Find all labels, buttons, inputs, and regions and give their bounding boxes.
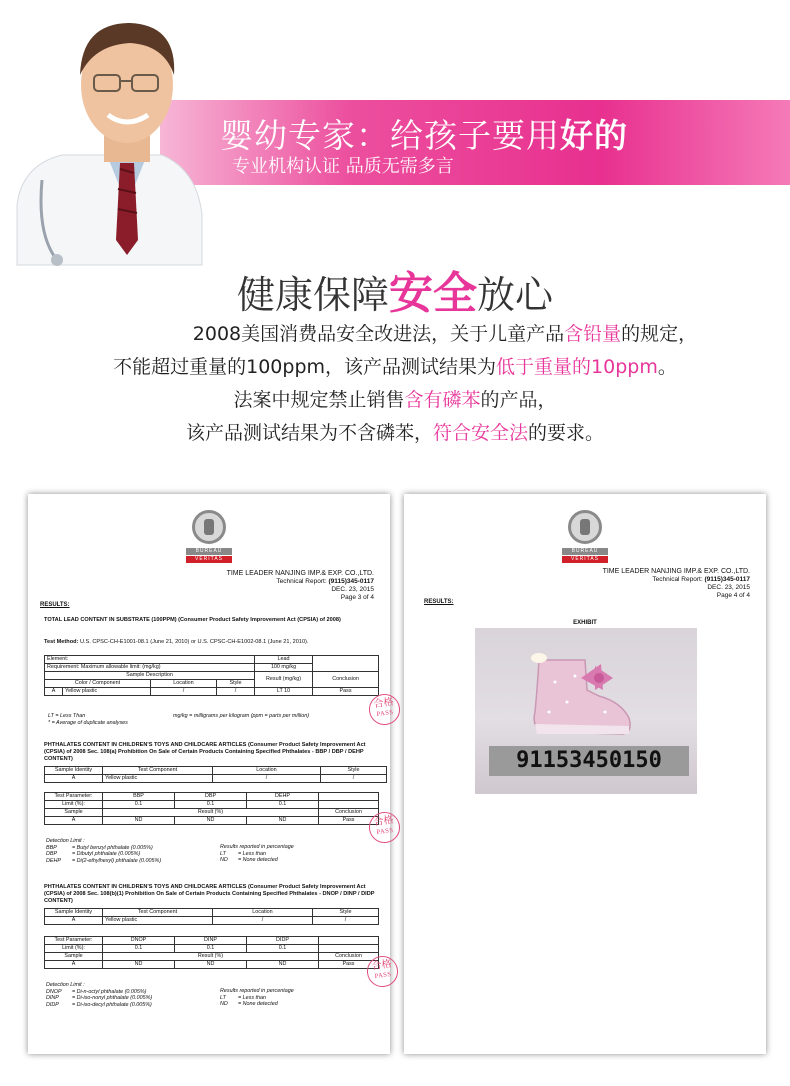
intro-text — [0, 318, 790, 450]
table-row: A Yellow plastic / / LT 10 Pass — [45, 688, 379, 696]
page-number: Page 3 of 4 — [340, 594, 374, 601]
section-title: 健康保障安全放心 — [236, 268, 554, 319]
rain-boot-image — [525, 652, 635, 738]
intro-line-3: 法案中规定禁止销售含有磷苯的产品， — [233, 389, 557, 411]
phthalates-bbp-result-table: Test Parameter: BBP DBP DEHP Limit (%): 0.1 0.1 0.1 Sample Result (%) Conclusion A ND ND ND Pass — [44, 792, 379, 825]
page-number: Page 4 of 4 — [716, 592, 750, 599]
lead-unit-note: mg/kg = milligrams per kilogram (ppm = parts per million) — [173, 713, 310, 719]
report-page-3 — [28, 494, 395, 1054]
section-title-highlight: 安全 — [389, 268, 477, 319]
lead-title: TOTAL LEAD CONTENT IN SUBSTRATE (100PPM) (Consumer Product Safety Improvement Act (CPSIA) of 2008) — [44, 617, 341, 623]
banner-subtitle: 专业机构认证 品质无需多言 — [232, 156, 454, 177]
intro-line-4: 该产品测试结果为不含磷苯，符合安全法的要求。 — [185, 422, 605, 444]
lead-notes: LT = Less Than * = Average of duplicate analyses — [48, 713, 128, 726]
phthalates-dnop-abbreviations: Detection Limit : DNOP = Di-n-octyl phthalate (0.005%) DINP = Di-iso-nonyl phthalate (0.005%) DIDP = Di-iso-decyl phthalate (0.005%) — [46, 982, 153, 1008]
table-row: A Yellow plastic / / — [45, 917, 379, 925]
bureau-veritas-logo: BUREAU VERITAS — [186, 510, 232, 568]
banner-title-bold: 好的 — [560, 116, 628, 155]
lead-table: Element: Lead Requirement: Maximum allowable limit: (mg/kg) 100 mg/kg Sample Description Result (mg/kg) Conclusion Color / Component Location Style A Yellow plastic / / LT 10 Pass — [44, 655, 379, 696]
table-row: A ND ND ND Pass — [45, 961, 379, 969]
table-row: A ND ND ND Pass — [45, 817, 379, 825]
exhibit-heading: EXHIBIT — [573, 620, 597, 626]
promo-banner — [160, 100, 790, 185]
phthalates-dnop-sample-table: Sample Identity Test Component Location Style A Yellow plastic / / — [44, 908, 379, 925]
pass-stamp: 合格 PASS — [367, 692, 402, 727]
phthalates-dnop-result-table: Test Parameter: DNOP DINP DIDP Limit (%): 0.1 0.1 0.1 Sample Result (%) Conclusion A ND ND ND Pass — [44, 936, 379, 969]
phthalates-dnop-legend: Results reported in percentage LT = Less than ND = None detected — [220, 988, 294, 1007]
report-header: TIME LEADER NANJING IMP.& EXP. CO.,LTD. Technical Report: (9115)345-0117 DEC. 23, 2015 Page 3 of 4 — [226, 570, 374, 601]
intro-line-2: 不能超过重量的100ppm，该产品测试结果为低于重量的10ppm。 — [113, 356, 677, 378]
phthalates-bbp-sample-table: Sample Identity Test Component Location Style A Yellow plastic / / — [44, 766, 387, 783]
sample-number-label: 91153450150 — [489, 746, 689, 776]
results-heading: RESULTS: — [424, 599, 454, 605]
phthalates-bbp-legend: Results reported in percentage LT = Less than ND = None detected — [220, 844, 294, 863]
product-photo — [475, 628, 697, 794]
report-page-4 — [404, 494, 766, 1054]
phthalates-dnop-title: PHTHALATES CONTENT IN CHILDREN'S TOYS AND CHILDCARE ARTICLES (Consumer Product Safety Improvement Act (CPSIA) of 2008 Sec. 108(b)(1) Prohibition On Sale of Certain Products Containing Specified Phthalates - DNOP / DINP / DIDP CONTENT) — [44, 884, 375, 904]
banner-title: 婴幼专家：给孩子要用好的 — [220, 116, 628, 155]
report-header: TIME LEADER NANJING IMP.& EXP. CO.,LTD. Technical Report: (9115)345-0117 DEC. 23, 2015 Page 4 of 4 — [602, 568, 750, 599]
pass-stamp: 合格 PASS — [365, 954, 400, 989]
phthalates-bbp-title: PHTHALATES CONTENT IN CHILDREN'S TOYS AND CHILDCARE ARTICLES (Consumer Product Safety Improvement Act (CPSIA) of 2008 Sec. 108(a) Prohibition On Sale of Certain Products Containing Specified Phthalates - BBP / DBP / DEHP CONTENT) — [44, 742, 366, 762]
test-method: Test Method: U.S. CPSC-CH-E1001-08.1 (June 21, 2010) or U.S. CPSC-CH-E1002-08.1 (June 21, 2010). — [44, 639, 309, 645]
table-row: A Yellow plastic / / — [45, 775, 387, 783]
results-heading: RESULTS: — [40, 602, 70, 608]
pass-stamp: 合格 PASS — [367, 810, 402, 845]
doctor-illustration — [12, 5, 202, 265]
phthalates-bbp-abbreviations: Detection Limit : BBP = Butyl benzyl phthalate (0.005%) DBP = Dibutyl phthalate (0.005%) DEHP = Di(2-ethylhexyl) phthalate (0.005%) — [46, 838, 162, 864]
hero — [0, 0, 790, 250]
intro-line-1: 2008美国消费品安全改进法，关于儿童产品含铅量的规定， — [192, 323, 698, 345]
bureau-veritas-logo: BUREAU VERITAS — [562, 510, 608, 568]
